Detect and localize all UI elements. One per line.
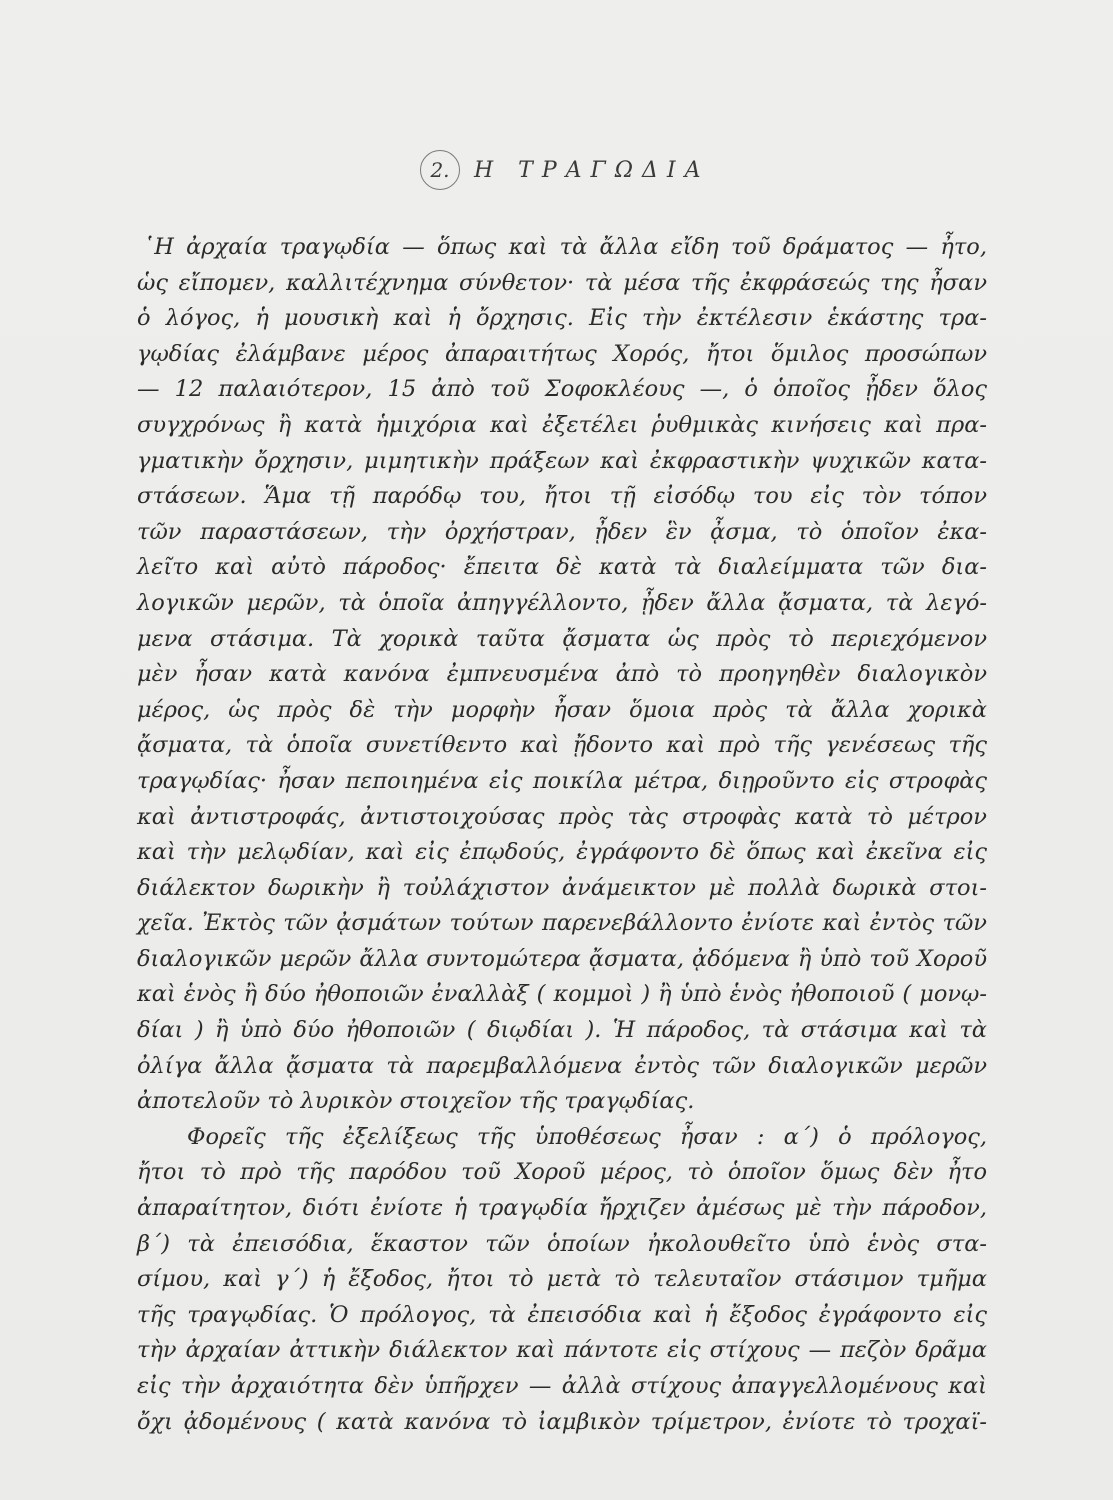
text-line: καὶ ἀντιστροφάς, ἀντιστοιχούσας πρὸς τὰς στροφὰς κατὰ τὸ μέτρον — [137, 803, 987, 830]
text-line: τῆς τραγῳδίας. Ὁ πρόλογος, τὰ ἐπεισόδια καὶ ἡ ἔξοδος ἐγράφοντο εἰς — [137, 1301, 987, 1328]
text-line: δίαι ) ἢ ὑπὸ δύο ἠθοποιῶν ( διῳδίαι ). Ἡ πάροδος, τὰ στάσιμα καὶ τὰ — [137, 1017, 987, 1044]
chapter-number: 2. — [420, 150, 460, 190]
text-line: ἀπαραίτητον, διότι ἐνίοτε ἡ τραγῳδία ἤρχιζεν ἀμέσως μὲ τὴν πάροδον, — [137, 1195, 987, 1222]
text-line: μέρος, ὡς πρὸς δὲ τὴν μορφὴν ἦσαν ὅμοια πρὸς τὰ ἄλλα χορικὰ — [137, 696, 987, 723]
chapter-title: Η ΤΡΑΓΩΔΙΑ — [474, 157, 710, 183]
text-line: μὲν ἦσαν κατὰ κανόνα ἐμπνευσμένα ἀπὸ τὸ προηγηθὲν διαλογικὸν — [137, 661, 987, 688]
text-line: ῾Η ἀρχαία τραγῳδία — ὅπως καὶ τὰ ἄλλα εἴδη τοῦ δράματος — ἦτο, — [143, 234, 987, 260]
text-line: τραγῳδίας· ἦσαν πεποιημένα εἰς ποικίλα μέτρα, διῃροῦντο εἰς στροφὰς — [137, 767, 987, 794]
text-line: β΄) τὰ ἐπεισόδια, ἕκαστον τῶν ὁποίων ἠκολουθεῖτο ὑπὸ ἑνὸς στα- — [137, 1230, 987, 1257]
text-line: ἀποτελοῦν τὸ λυρικὸν στοιχεῖον τῆς τραγῳδίας. — [137, 1088, 695, 1115]
text-line: ὀλίγα ἄλλα ᾄσματα τὰ παρεμβαλλόμενα ἐντὸς τῶν διαλογικῶν μερῶν — [137, 1052, 987, 1079]
text-line: γῳδίας ἐλάμβανε μέρος ἀπαραιτήτως Χορός, ἤτοι ὅμιλος προσώπων — [137, 340, 987, 367]
text-line: Φορεῖς τῆς ἐξελίξεως τῆς ὑποθέσεως ἦσαν : α΄) ὁ πρόλογος, — [187, 1123, 987, 1150]
text-line: τῶν παραστάσεων, τὴν ὀρχήστραν, ᾖδεν ἓν ᾆσμα, τὸ ὁποῖον ἐκα- — [137, 518, 987, 545]
body-text — [137, 230, 987, 1440]
text-line: ὡς εἴπομεν, καλλιτέχνημα σύνθετον· τὰ μέσα τῆς ἐκφράσεώς της ἦσαν — [137, 269, 987, 296]
text-line: ἤτοι τὸ πρὸ τῆς παρόδου τοῦ Χοροῦ μέρος, τὸ ὁποῖον ὅμως δὲν ἦτο — [137, 1159, 987, 1186]
text-line: εἰς τὴν ἀρχαιότητα δὲν ὑπῆρχεν — ἀλλὰ στίχους ἀπαγγελλομένους καὶ — [137, 1373, 987, 1399]
text-line: γματικὴν ὄρχησιν, μιμητικὴν πράξεων καὶ ἐκφραστικὴν ψυχικῶν κατα- — [137, 447, 987, 474]
text-line: — 12 παλαιότερον, 15 ἀπὸ τοῦ Σοφοκλέους —, ὁ ὁποῖος ᾖδεν ὅλος — [137, 376, 987, 403]
text-line: ὄχι ᾀδομένους ( κατὰ κανόνα τὸ ἰαμβικὸν τρίμετρον, ἐνίοτε τὸ τροχαϊ- — [137, 1408, 987, 1435]
text-line: διάλεκτον δωρικὴν ἢ τοὐλάχιστον ἀνάμεικτον μὲ πολλὰ δωρικὰ στοι- — [137, 874, 987, 901]
text-line: μενα στάσιμα. Τὰ χορικὰ ταῦτα ᾄσματα ὡς πρὸς τὸ περιεχόμενον — [137, 625, 987, 652]
text-line: καὶ ἑνὸς ἢ δύο ἠθοποιῶν ἐναλλὰξ ( κομμοὶ ) ἢ ὑπὸ ἑνὸς ἠθοποιοῦ ( μονῳ- — [137, 981, 987, 1008]
text-line: τὴν ἀρχαίαν ἀττικὴν διάλεκτον καὶ πάντοτε εἰς στίχους — πεζὸν δρᾶμα — [137, 1337, 987, 1364]
text-line: ᾄσματα, τὰ ὁποῖα συνετίθεντο καὶ ᾔδοντο καὶ πρὸ τῆς γενέσεως τῆς — [137, 732, 987, 759]
text-line: συγχρόνως ἢ κατὰ ἡμιχόρια καὶ ἐξετέλει ῥυθμικὰς κινήσεις καὶ πρα- — [137, 411, 987, 438]
text-line: ὁ λόγος, ἡ μουσικὴ καὶ ἡ ὄρχησις. Εἰς τὴν ἐκτέλεσιν ἑκάστης τρα- — [137, 305, 987, 332]
text-line: λογικῶν μερῶν, τὰ ὁποῖα ἀπηγγέλλοντο, ᾖδεν ἄλλα ᾄσματα, τὰ λεγό- — [137, 589, 987, 616]
text-line: χεῖα. Ἐκτὸς τῶν ᾀσμάτων τούτων παρενεβάλλοντο ἐνίοτε καὶ ἐντὸς τῶν — [137, 910, 987, 937]
text-line: σίμου, καὶ γ΄) ἡ ἔξοδος, ἤτοι τὸ μετὰ τὸ τελευταῖον στάσιμον τμῆμα — [137, 1266, 987, 1293]
text-line: στάσεων. Ἅμα τῇ παρόδῳ του, ἤτοι τῇ εἰσόδῳ του εἰς τὸν τόπον — [137, 483, 987, 510]
text-line: διαλογικῶν μερῶν ἄλλα συντομώτερα ᾄσματα, ᾀδόμενα ἢ ὑπὸ τοῦ Χοροῦ — [137, 945, 987, 972]
chapter-heading — [420, 150, 740, 190]
text-line: καὶ τὴν μελῳδίαν, καὶ εἰς ἐπῳδούς, ἐγράφοντο δὲ ὅπως καὶ ἐκεῖνα εἰς — [137, 839, 987, 866]
text-line: λεῖτο καὶ αὐτὸ πάροδος· ἔπειτα δὲ κατὰ τὰ διαλείμματα τῶν δια- — [137, 554, 987, 581]
